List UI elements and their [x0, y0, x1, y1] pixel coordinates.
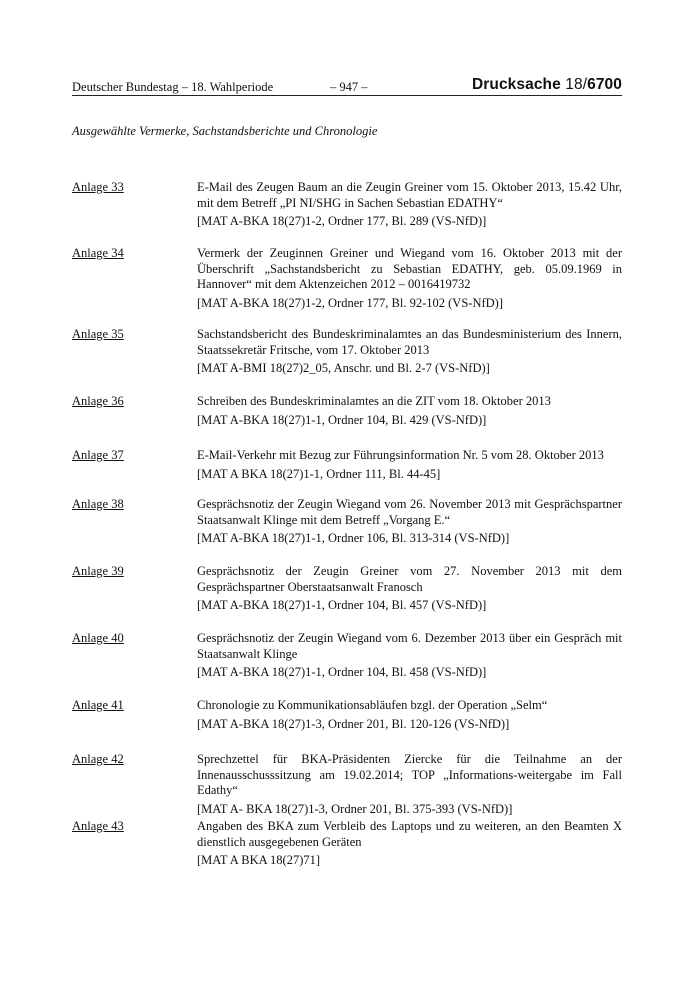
- annex-reference: [MAT A-BKA 18(27)1-3, Ordner 201, Bl. 120-126 (VS-NfD)]: [197, 716, 510, 731]
- annex-reference: [MAT A- BKA 18(27)1-3, Ordner 201, Bl. 375-393 (VS-NfD)]: [197, 801, 513, 816]
- page-number: – 947 –: [330, 80, 368, 94]
- annex-description: Chronologie zu Kommunikationsabläufen bzgl. der Operation „Selm“: [197, 698, 548, 712]
- annex-reference: [MAT A-BKA 18(27)1-1, Ordner 104, Bl. 457 (VS-NfD)]: [197, 598, 487, 612]
- annex-description: Gesprächsnotiz der Zeugin Wiegand vom 26. November 2013 mit Gesprächspartner Staatsanwalt Klinge mit dem Betreff „Vorgang E.“: [197, 497, 622, 527]
- annex-label[interactable]: Anlage 39: [72, 564, 124, 578]
- annex-label[interactable]: Anlage 41: [72, 698, 124, 712]
- annex-description: E-Mail des Zeugen Baum an die Zeugin Greiner vom 15. Oktober 2013, 15.42 Uhr, mit dem Betreff „PI NI/SHG in Sachen Sebastian EDATHY“: [197, 180, 622, 210]
- annex-description: Angaben des BKA zum Verbleib des Laptops und zu weiteren, an den Beamten X dienstlich ausgegebenen Geräten: [197, 819, 622, 849]
- annex-reference: [MAT A-BKA 18(27)1-1, Ordner 106, Bl. 313-314 (VS-NfD)]: [197, 531, 510, 545]
- annex-label[interactable]: Anlage 40: [72, 631, 124, 645]
- annex-description: Sachstandsbericht des Bundeskriminalamtes an das Bundesministerium des Innern, Staatssekretär Fritsche, vom 17. Oktober 2013: [197, 327, 622, 357]
- annex-label[interactable]: Anlage 34: [72, 246, 124, 260]
- header-divider: [72, 95, 622, 96]
- document-number: Drucksache 18/6700: [471, 76, 622, 93]
- annex-description: E-Mail-Verkehr mit Bezug zur Führungsinformation Nr. 5 vom 28. Oktober 2013: [197, 448, 604, 462]
- annex-description: Gesprächsnotiz der Zeugin Wiegand vom 6. Dezember 2013 über ein Gespräch mit Staatsanwalt Klinge: [197, 631, 622, 661]
- annex-label[interactable]: Anlage 37: [72, 448, 124, 462]
- annex-description: Gesprächsnotiz der Zeugin Greiner vom 27. November 2013 mit dem Gesprächspartner Oberstaatsanwalt Franosch: [197, 564, 622, 594]
- annex-reference: [MAT A-BMI 18(27)2_05, Anschr. und Bl. 2-7 (VS-NfD)]: [197, 361, 490, 375]
- annex-description: Sprechzettel für BKA-Präsidenten Ziercke für die Teilnahme an der Innenausschusssitzung am 19.02.2014; TOP „Informations-weitergabe im Fall Edathy“: [197, 752, 622, 797]
- annex-description: Schreiben des Bundeskriminalamtes an die ZIT vom 18. Oktober 2013: [197, 394, 551, 408]
- annex-reference: [MAT A-BKA 18(27)1-2, Ordner 177, Bl. 92-102 (VS-NfD)]: [197, 295, 503, 310]
- section-title: Ausgewählte Vermerke, Sachstandsberichte und Chronologie: [72, 124, 378, 138]
- annex-label[interactable]: Anlage 43: [72, 819, 124, 833]
- page-header: [72, 78, 622, 96]
- annex-description: Vermerk der Zeuginnen Greiner und Wiegand vom 16. Oktober 2013 mit der Überschrift „Sachstandsbericht zu Sebastian EDATHY, geb. 05.09.1969 in Hannover“ mit dem Aktenzeichen 2012 – 0016419732: [197, 246, 622, 291]
- annex-reference: [MAT A-BKA 18(27)1-2, Ordner 177, Bl. 289 (VS-NfD)]: [197, 214, 487, 228]
- annex-reference: [MAT A-BKA 18(27)1-1, Ordner 104, Bl. 458 (VS-NfD)]: [197, 665, 487, 679]
- annex-label[interactable]: Anlage 35: [72, 327, 124, 341]
- annex-label[interactable]: Anlage 42: [72, 752, 124, 766]
- annex-reference: [MAT A-BKA 18(27)1-1, Ordner 104, Bl. 429 (VS-NfD)]: [197, 412, 487, 427]
- annex-label[interactable]: Anlage 38: [72, 497, 124, 511]
- annex-label[interactable]: Anlage 33: [72, 180, 124, 194]
- annex-reference: [MAT A BKA 18(27)1-1, Ordner 111, Bl. 44-45]: [197, 466, 441, 481]
- annex-reference: [MAT A BKA 18(27)71]: [197, 853, 321, 867]
- annex-label[interactable]: Anlage 36: [72, 394, 124, 408]
- header-parliament: Deutscher Bundestag – 18. Wahlperiode: [72, 80, 274, 94]
